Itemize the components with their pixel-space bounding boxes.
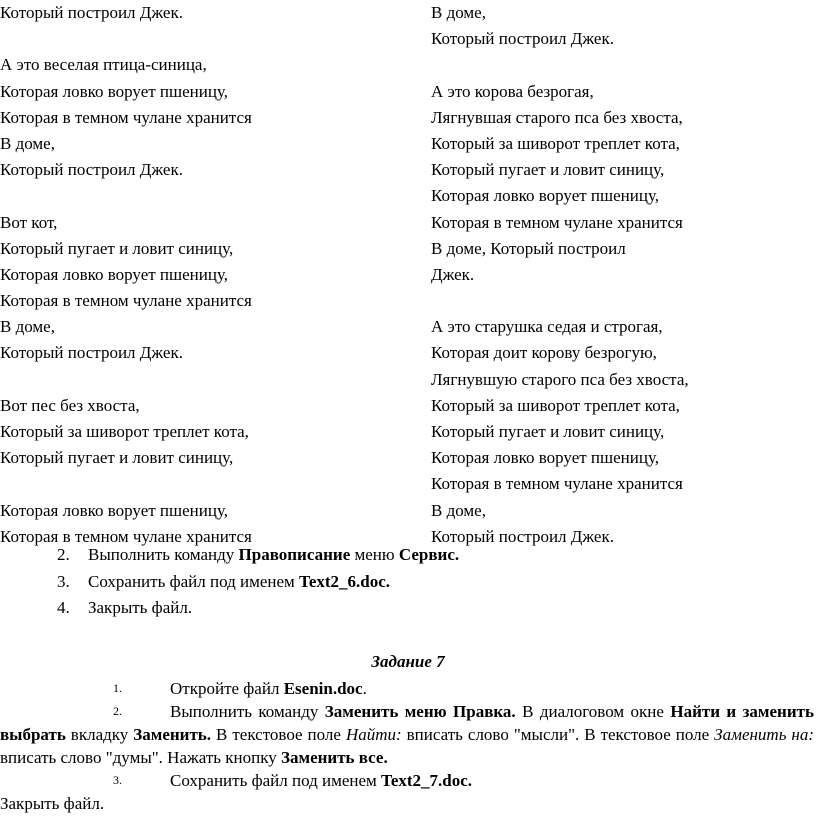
poem-line: Которая ловко ворует пшеницу, (431, 186, 660, 206)
step-item (57, 542, 459, 569)
item-text: . (362, 679, 367, 698)
poem-line: Вот кот, (0, 212, 58, 232)
step-bold: Text2_6.doc. (299, 571, 391, 591)
file-name: Text2_7.doc. (381, 771, 473, 790)
poem-line: В доме, Который построил (431, 238, 626, 258)
poem-line: Которая ловко ворует пшеницу, (431, 448, 660, 468)
poem-line: Которая ловко ворует пшеницу, (0, 264, 229, 284)
item-text: В диалоговом окне (515, 702, 671, 721)
step-item (57, 595, 459, 622)
poem-line: А это корова безрогая, (431, 81, 594, 101)
step-text: Закрыть файл. (88, 598, 193, 617)
step-number: 3. (57, 571, 70, 591)
poem-line: Которая ловко ворует пшеницу, (0, 81, 229, 101)
poem-line (431, 288, 816, 314)
file-name: Esenin.doc (283, 679, 363, 698)
item-text: Сохранить файл под именем (170, 771, 382, 790)
poem-line (0, 26, 420, 52)
poem-line: Которая в темном чулане хранится (0, 291, 252, 311)
poem-line: Лягнувшую старого пса без хвоста, (431, 369, 689, 389)
field-name: Найти: (345, 725, 402, 744)
poem-line: Который построил Джек. (431, 526, 614, 546)
poem-line: Который за шиворот треплет кота, (0, 422, 249, 441)
poem-line: Которая в темном чулане хранится (431, 212, 683, 232)
item-number: 1. (113, 681, 122, 695)
poem-line: Которая в темном чулане хранится (0, 526, 252, 546)
poem-line: Который пугает и ловит синицу, (431, 160, 665, 180)
task-7-title: Задание 7 (371, 652, 445, 671)
step-number: 4. (57, 598, 70, 617)
item-text: вписать слово "думы". Нажать кнопку (0, 748, 282, 767)
step-number: 2. (57, 545, 70, 564)
poem-line (0, 367, 420, 393)
poem-line: А это старушка седая и строгая, (431, 317, 663, 337)
tab-name: Заменить. (133, 725, 212, 744)
task7-item-3 (0, 769, 814, 792)
command-name: Заменить меню Правка. (324, 702, 516, 721)
poem-line: Джек. (431, 264, 475, 284)
step-bold: Сервис. (398, 545, 460, 564)
closing-line: Закрыть файл. (0, 794, 105, 813)
poem-line: Который за шиворот треплет кота, (431, 395, 680, 415)
poem-line (0, 471, 420, 497)
poem-line: Который построил Джек. (0, 343, 183, 363)
item-number: 2. (113, 704, 122, 718)
poem-line: Которая доит корову безрогую, (431, 343, 657, 363)
poem-line: Который построил Джек. (431, 29, 614, 49)
poem-line: Который за шиворот треплет кота, (431, 133, 680, 153)
step-text: Сохранить файл под именем (88, 571, 300, 591)
poem-line: Который построил Джек. (0, 160, 183, 180)
item-text: вписать слово "мысли". В текстовое поле (401, 725, 715, 744)
task7-item-2 (0, 700, 814, 769)
poem-line: Который пугает и ловит синицу, (431, 422, 665, 441)
poem-line: Вот пес без хвоста, (0, 395, 140, 415)
item-text: вкладку (65, 725, 134, 744)
poem-line: Лягнувшая старого пса без хвоста, (431, 107, 683, 127)
poem-line (0, 183, 420, 209)
poem-line: В доме, (431, 3, 486, 22)
poem-line: В доме, (0, 133, 55, 153)
item-text: Выполнить команду (170, 702, 325, 721)
poem-line: В доме, (431, 500, 486, 520)
step-text: меню (350, 545, 399, 564)
right-poem-column (431, 0, 816, 550)
item-number: 3. (113, 773, 122, 787)
poem-line: Которая в темном чулане хранится (431, 474, 683, 494)
poem-line: Который построил Джек. (0, 3, 183, 22)
dialog-name: Найти и заменить выбрать (0, 702, 814, 744)
poem-line: Который пугает и ловит синицу, (0, 238, 234, 258)
task7-item-1 (0, 677, 814, 700)
field-name: Заменить на: (714, 725, 815, 744)
poem-line: А это веселая птица-синица, (0, 55, 207, 75)
poem-line (431, 52, 816, 78)
poem-line: Которая в темном чулане хранится (0, 107, 252, 127)
steps-list (57, 542, 459, 622)
step-bold: Правописание (238, 545, 351, 564)
button-name: Заменить все. (281, 748, 388, 767)
item-text: В текстовое поле (211, 725, 346, 744)
item-text: Откройте файл (170, 679, 284, 698)
left-poem-column (0, 0, 420, 550)
step-item (57, 569, 459, 596)
step-text: Выполнить команду (88, 545, 239, 564)
poem-line: В доме, (0, 317, 55, 337)
task-7-body (0, 677, 814, 815)
poem-line: Которая ловко ворует пшеницу, (0, 500, 229, 520)
poem-line: Который пугает и ловит синицу, (0, 448, 234, 468)
